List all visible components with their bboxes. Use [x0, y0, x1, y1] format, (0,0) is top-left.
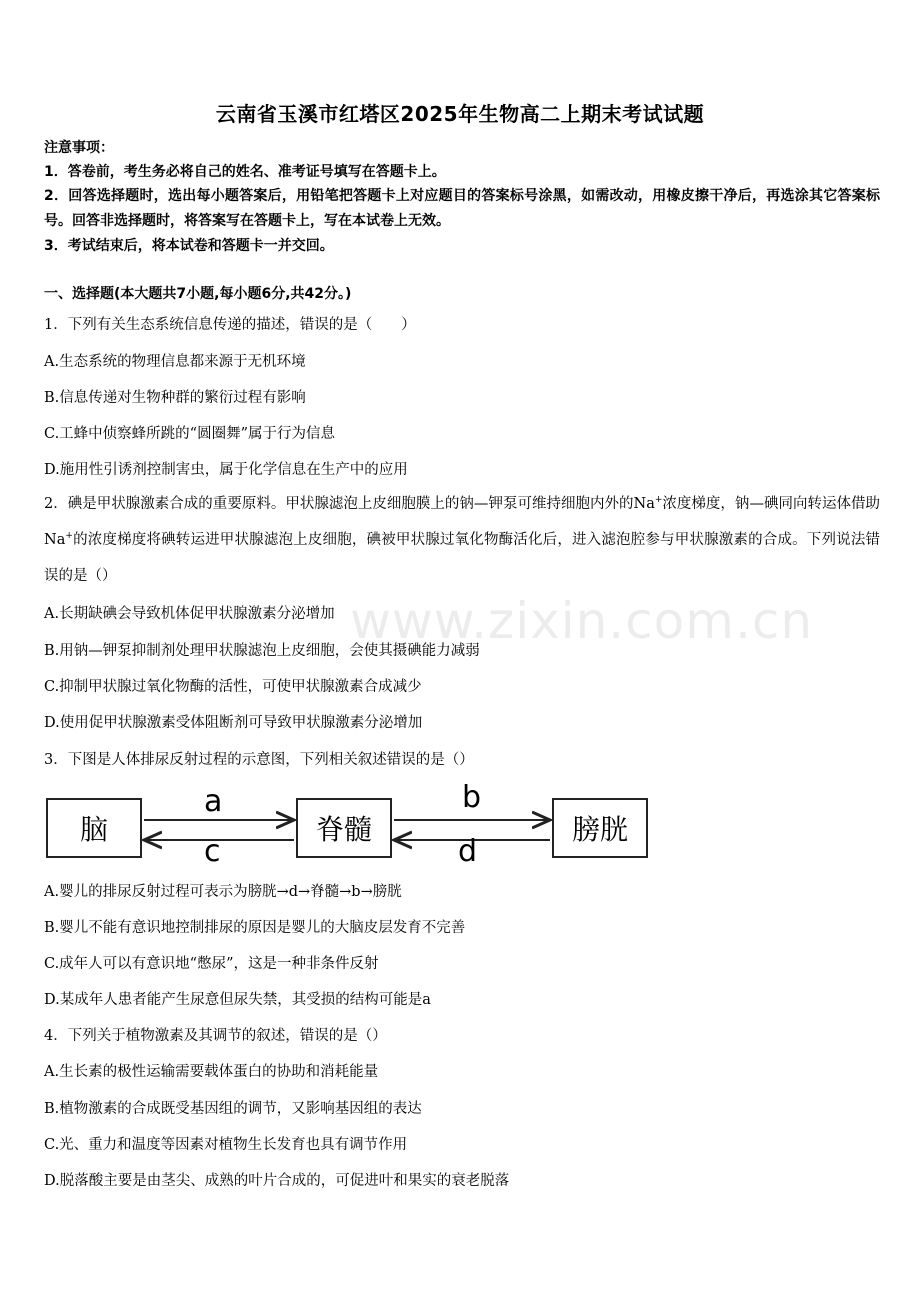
q2-sup-2: +: [65, 531, 73, 542]
label-c: c: [204, 834, 221, 869]
section-heading: 一、选择题(本大题共7小题,每小题6分,共42分。): [44, 286, 352, 302]
q4-option-b: B.植物激素的合成既受基因组的调节，又影响基因组的表达: [44, 1101, 422, 1117]
q4-option-c: C.光、重力和温度等因素对植物生长发育也具有调节作用: [44, 1137, 408, 1153]
q3-option-d: D.某成年人患者能产生尿意但尿失禁，其受损的结构可能是a: [44, 992, 431, 1008]
q2-sup-1: +: [654, 495, 663, 506]
q3-option-a: A.婴儿的排尿反射过程可表示为膀胱→d→脊髓→b→膀胱: [44, 884, 402, 900]
q1-stem: 1．下列有关生态系统信息传递的描述，错误的是（ ）: [44, 317, 416, 333]
box-bladder: 膀胱: [552, 798, 648, 858]
q2-option-b: B.用钠—钾泵抑制剂处理甲状腺滤泡上皮细胞，会使其摄碘能力减弱: [44, 643, 480, 659]
q1-option-b: B.信息传递对生物种群的繁衍过程有影响: [44, 390, 306, 406]
q1-option-a: A.生态系统的物理信息都来源于无机环境: [44, 354, 306, 370]
reflex-arrows: [44, 790, 650, 870]
label-d: d: [458, 834, 478, 869]
q2-option-a: A.长期缺碘会导致机体促甲状腺激素分泌增加: [44, 606, 335, 622]
q2-stem-part-c: 的浓度梯度将碘转运进甲状腺滤泡上皮细胞，碘被甲状腺过氧化物酶活化后，进入滤泡腔参与甲状腺激素的合成。下列说法错误的是（）: [44, 532, 880, 584]
q2-stem: [44, 486, 880, 594]
q4-option-d: D.脱落酸主要是由茎尖、成熟的叶片合成的，可促进叶和果实的衰老脱落: [44, 1173, 510, 1189]
label-a: a: [204, 784, 223, 819]
q1-option-c: C.工蜂中侦察蜂所跳的“圆圈舞”属于行为信息: [44, 426, 336, 442]
q3-option-c: C.成年人可以有意识地“憋尿”，这是一种非条件反射: [44, 956, 379, 972]
notes-heading: 注意事项：: [44, 140, 114, 156]
q1-option-d: D.施用性引诱剂控制害虫，属于化学信息在生产中的应用: [44, 462, 408, 478]
box-spine: 脊髓: [296, 798, 392, 858]
note-item-3: 3．考试结束后，将本试卷和答题卡一并交回。: [44, 238, 334, 254]
reflex-diagram: [44, 780, 650, 870]
watermark: www.zixin.com.cn: [350, 592, 814, 650]
box-brain: 脑: [46, 798, 142, 858]
q4-stem: 4．下列关于植物激素及其调节的叙述，错误的是（）: [44, 1028, 387, 1044]
q2-stem-part-b: 浓度梯度，钠—碘同向转运体借助Na: [44, 496, 880, 548]
q4-option-a: A.生长素的极性运输需要载体蛋白的协助和消耗能量: [44, 1064, 379, 1080]
q2-stem-part-a: 2．碘是甲状腺激素合成的重要原料。甲状腺滤泡上皮细胞膜上的钠—钾泵可维持细胞内外的Na: [44, 496, 655, 512]
q3-stem: 3．下图是人体排尿反射过程的示意图，下列相关叙述错误的是（）: [44, 752, 474, 768]
notes-block: [44, 136, 880, 258]
note-item-1: 1．答卷前，考生务必将自己的姓名、准考证号填写在答题卡上。: [44, 164, 446, 180]
label-b: b: [462, 780, 482, 815]
note-item-2: 2．回答选择题时，选出每小题答案后，用铅笔把答题卡上对应题目的答案标号涂黑，如需改动，用橡皮擦干净后，再选涂其它答案标号。回答非选择题时，将答案写在答题卡上，写在本试卷上无效。: [44, 188, 880, 229]
q2-option-c: C.抑制甲状腺过氧化物酶的活性，可使甲状腺激素合成减少: [44, 679, 422, 695]
q2-option-d: D.使用促甲状腺激素受体阻断剂可导致甲状腺激素分泌增加: [44, 715, 423, 731]
q3-option-b: B.婴儿不能有意识地控制排尿的原因是婴儿的大脑皮层发育不完善: [44, 920, 466, 936]
page-title: 云南省玉溪市红塔区2025年生物高二上期末考试试题: [215, 102, 705, 126]
